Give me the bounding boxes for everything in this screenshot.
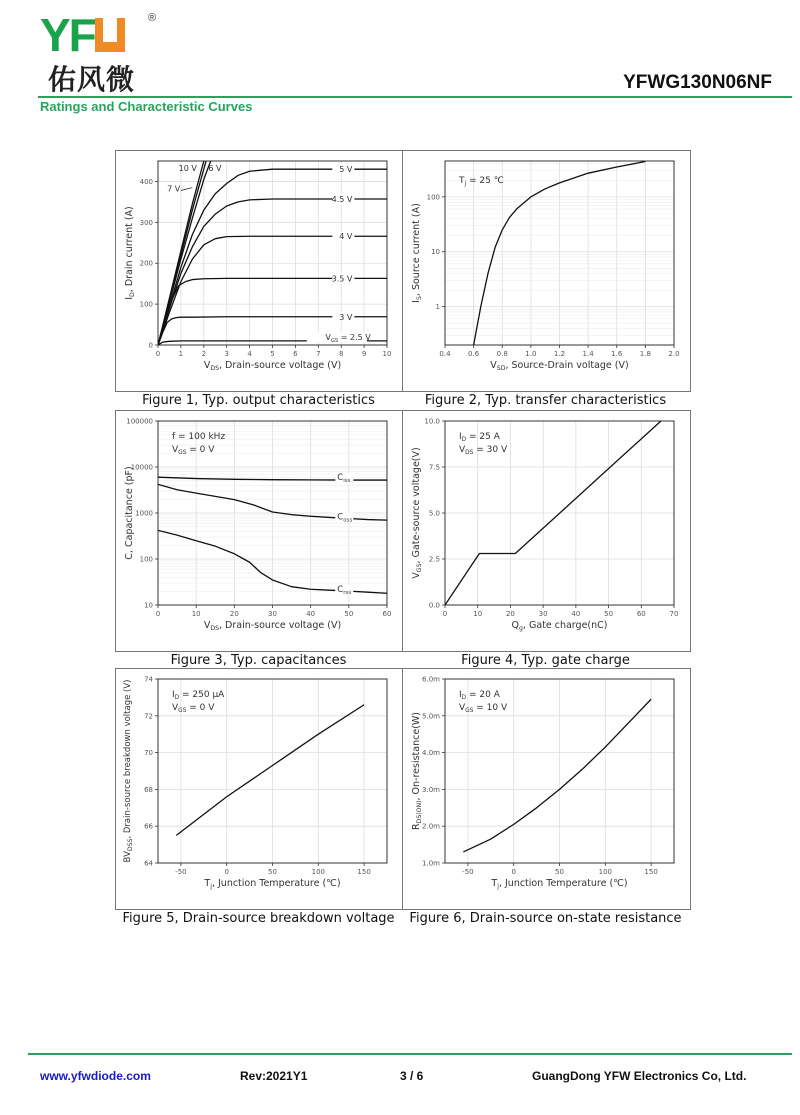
y-tick-label: 10.0 — [424, 417, 440, 426]
chart-annotation-rest: = 25 A — [466, 432, 500, 442]
y-axis-label-rest: , Gate-source voltage(V) — [411, 447, 422, 564]
y-axis-label-main: I — [411, 300, 422, 303]
series-label-vgs-rest: = 2.5 V — [338, 332, 371, 342]
y-tick-label: 100 — [426, 193, 440, 202]
x-tick-label: 3 — [224, 350, 229, 358]
x-tick-label: 60 — [636, 610, 646, 618]
x-axis-label-sub: j — [210, 883, 212, 890]
y-axis-label-rest: , Source current (A) — [411, 203, 422, 297]
chart-annotation-main: V — [172, 703, 179, 713]
series-line-rdson — [463, 699, 651, 852]
y-axis-label-sub: DSS — [127, 838, 134, 852]
x-tick-label: 0 — [155, 610, 161, 618]
series-label-crss-main: C — [337, 585, 344, 596]
y-tick-label: 10000 — [130, 463, 153, 472]
x-axis-label — [490, 878, 627, 890]
chart-annotation-rest: = 0 V — [186, 445, 215, 455]
x-tick-label: 20 — [505, 610, 515, 618]
y-tick-label: 4.0m — [422, 749, 440, 758]
y-tick-label: 100 — [139, 555, 153, 564]
y-axis-label — [411, 712, 423, 830]
x-tick-label: 50 — [268, 868, 277, 876]
series-label: 6 V — [208, 164, 222, 174]
y-axis-label — [124, 206, 136, 300]
chart-annotation — [458, 176, 504, 187]
x-tick-label: 30 — [538, 610, 548, 618]
y-tick-label: 200 — [139, 259, 153, 268]
y-axis-label-main: BV — [123, 851, 133, 863]
y-tick-label: 100000 — [126, 417, 153, 426]
part-number: YFWG130N06NF — [623, 72, 772, 93]
chart-annotation — [459, 703, 508, 714]
x-axis-label-sub: DS — [210, 625, 219, 632]
x-tick-label: 1.6 — [611, 350, 623, 358]
y-tick-label: 10 — [144, 601, 153, 610]
x-tick-label: 0.8 — [496, 350, 508, 358]
series-label-vgs-main: V — [325, 332, 331, 342]
y-axis-label-main: V — [411, 572, 422, 579]
x-tick-label: 7 — [316, 350, 321, 358]
x-tick-label: 0 — [155, 350, 161, 358]
chart-panel-fig6 — [402, 668, 691, 910]
chart-annotation — [459, 432, 501, 443]
chart-annotation — [172, 703, 215, 714]
y-tick-label: 400 — [139, 177, 153, 186]
chart-annotation-rest: = 25 ℃ — [466, 176, 504, 186]
chart-annotation-rest: = 30 V — [473, 445, 508, 455]
chart-annotation-sub: DS — [465, 450, 474, 456]
series-label: 3.5 V — [331, 274, 353, 284]
y-tick-label: 6.0m — [422, 675, 440, 684]
y-tick-label: 5.0 — [428, 509, 440, 518]
x-tick-label: 0 — [511, 868, 516, 876]
chart-annotation-rest: = 0 V — [186, 703, 215, 713]
series-label: 5 V — [339, 165, 353, 175]
x-tick-label: 1.2 — [553, 350, 566, 358]
figure-caption-fig2: Figure 2, Typ. transfer characteristics — [424, 393, 667, 408]
x-axis-label-rest: , Source-Drain voltage (V) — [505, 360, 629, 371]
label-leader — [181, 188, 192, 191]
x-axis-label-main: V — [203, 360, 211, 371]
series-label: 3 V — [339, 312, 353, 322]
x-tick-label: 40 — [571, 610, 581, 618]
x-tick-label: 30 — [268, 610, 277, 618]
x-tick-label: 70 — [669, 610, 679, 618]
footer-website[interactable] — [40, 1069, 151, 1083]
chart-annotation-sub: D — [461, 695, 467, 701]
series-label-ciss-sub: iss — [343, 478, 351, 485]
y-axis-label — [411, 447, 423, 578]
y-axis-label-main: R — [411, 823, 422, 831]
x-axis-label — [204, 620, 341, 632]
chart-annotation-main: V — [459, 445, 466, 455]
series-line-bvdss — [176, 705, 364, 836]
x-tick-label: 1 — [178, 350, 184, 358]
chart-panel-fig3 — [115, 410, 404, 652]
chart-fig5 — [116, 669, 403, 909]
x-tick-label: 50 — [555, 868, 564, 876]
chart-annotation-sub: D — [174, 695, 180, 701]
chart-fig6 — [403, 669, 690, 909]
series-label: 10 V — [178, 164, 197, 174]
company-logo — [40, 9, 160, 96]
series-label-vgs-sub: GS — [330, 337, 339, 344]
chart-annotation-main: f = 100 kHz — [172, 432, 226, 442]
x-axis-label-sub: DS — [210, 365, 219, 372]
y-tick-label: 1000 — [135, 509, 153, 518]
series-label-coss-main: C — [337, 512, 344, 523]
footer-company: GuangDong YFW Electronics Co, Ltd. — [532, 1069, 747, 1083]
x-axis-label — [204, 360, 341, 372]
series-label-ciss-main: C — [337, 473, 344, 484]
x-tick-label: 50 — [344, 610, 354, 618]
y-tick-label: 70 — [144, 749, 153, 758]
chart-panel-fig4 — [402, 410, 691, 652]
x-axis-label-main: V — [490, 360, 497, 371]
x-axis-label-main: T — [491, 878, 498, 889]
series-label: 4 V — [339, 232, 353, 242]
chart-annotation-rest: = 20 A — [466, 690, 500, 700]
x-tick-label: -50 — [462, 868, 474, 876]
x-axis-label — [512, 620, 608, 632]
y-tick-label: 7.5 — [428, 463, 440, 472]
y-tick-label: 10 — [431, 248, 440, 257]
x-tick-label: 20 — [229, 610, 239, 618]
x-axis-label-sub: j — [497, 883, 499, 890]
y-tick-label: 0.0 — [428, 601, 440, 610]
chart-annotation-main: T — [459, 176, 465, 186]
x-axis-label-main: Q — [511, 620, 519, 631]
x-axis-label-rest: , Drain-source voltage (V) — [218, 620, 342, 631]
x-tick-label: 150 — [357, 868, 371, 876]
chart-annotation-main: I — [459, 690, 462, 700]
chart-annotation-sub: j — [464, 181, 467, 187]
x-tick-label: 50 — [604, 610, 614, 618]
header-divider — [38, 96, 792, 98]
footer-divider — [28, 1053, 792, 1055]
x-tick-label: 100 — [311, 868, 325, 876]
x-tick-label: 150 — [644, 868, 658, 876]
y-tick-label: 72 — [144, 712, 153, 721]
y-tick-label: 1.0m — [422, 859, 440, 868]
x-tick-label: 40 — [306, 610, 316, 618]
x-tick-label: 1.4 — [582, 350, 594, 358]
chart-fig3 — [116, 411, 403, 651]
chart-annotation-sub: GS — [178, 708, 187, 714]
chart-annotation-main: I — [459, 432, 462, 442]
y-axis-label — [411, 203, 423, 303]
y-tick-label: 5.0m — [422, 712, 440, 721]
x-axis-label-rest: , Drain-source voltage (V) — [218, 360, 342, 371]
logo-chinese: 佑风微 — [48, 63, 136, 96]
registered-mark: ® — [148, 12, 157, 24]
y-tick-label: 74 — [144, 675, 153, 684]
y-tick-label: 300 — [139, 218, 153, 227]
x-axis-label-rest: , Junction Temperature (℃) — [498, 878, 628, 889]
y-axis-label-sub: S — [416, 296, 423, 300]
x-tick-label: 9 — [361, 350, 367, 358]
x-tick-label: -50 — [175, 868, 187, 876]
x-tick-label: 0.6 — [468, 350, 480, 358]
chart-annotation-sub: D — [461, 437, 467, 443]
x-tick-label: 10 — [382, 350, 392, 358]
section-title: Ratings and Characteristic Curves — [40, 99, 253, 114]
y-tick-label: 1 — [435, 303, 440, 312]
series-label-coss-sub: oss — [343, 517, 353, 524]
x-tick-label: 2 — [201, 350, 207, 358]
x-tick-label: 4 — [247, 350, 252, 358]
x-tick-label: 0 — [224, 868, 229, 876]
x-tick-label: 5 — [270, 350, 275, 358]
logo-wordmark: YF — [40, 12, 125, 58]
chart-fig4 — [403, 411, 690, 651]
footer-rev: Rev:2021Y1 — [240, 1069, 308, 1083]
website-link[interactable]: www.yfwdiode.com — [40, 1069, 151, 1083]
y-tick-label: 66 — [144, 822, 153, 831]
chart-annotation-main: V — [172, 445, 179, 455]
x-tick-label: 100 — [598, 868, 612, 876]
y-tick-label: 0 — [148, 341, 153, 350]
series-label: 7 V — [167, 184, 181, 194]
figure-caption-fig4: Figure 4, Typ. gate charge — [461, 653, 630, 668]
x-axis-label-rest: , Junction Temperature (℃) — [211, 878, 341, 889]
chart-panel-fig1 — [115, 150, 404, 392]
x-axis-label-sub: SD — [496, 365, 506, 372]
x-axis-label-main: T — [204, 878, 211, 889]
chart-annotation-main: I — [172, 690, 175, 700]
x-tick-label: 6 — [293, 350, 298, 358]
x-tick-label: 8 — [338, 350, 344, 358]
y-tick-label: 3.0m — [422, 785, 440, 794]
chart-annotation — [459, 445, 508, 456]
chart-annotation-rest: = 10 V — [473, 703, 508, 713]
figure-caption-fig3: Figure 3, Typ. capacitances — [170, 653, 347, 668]
y-axis-label-main: I — [124, 296, 135, 300]
chart-annotation — [459, 690, 501, 701]
x-tick-label: 1.8 — [639, 350, 651, 358]
y-axis-label-main: C, Capacitance (pF) — [124, 466, 135, 560]
y-axis-label — [124, 466, 135, 559]
figure-caption-fig1: Figure 1, Typ. output characteristics — [142, 393, 375, 408]
x-tick-label: 10 — [191, 610, 201, 618]
y-axis-label-rest: , Drain current (A) — [124, 206, 135, 293]
y-axis-label-rest: , Drain-source breakdown voltage (V) — [123, 679, 133, 839]
chart-fig2 — [403, 151, 690, 391]
footer-page: 3 / 6 — [400, 1069, 424, 1083]
chart-annotation — [172, 432, 225, 442]
x-tick-label: 0 — [442, 610, 448, 618]
series-label-crss-sub: rss — [343, 590, 352, 597]
chart-annotation-sub: GS — [178, 450, 187, 456]
chart-annotation-main: V — [459, 703, 466, 713]
y-tick-label: 64 — [144, 859, 153, 868]
x-axis-label — [203, 878, 340, 890]
y-tick-label: 2.0m — [422, 822, 440, 831]
chart-annotation-sub: GS — [465, 708, 474, 714]
chart-annotation — [172, 445, 215, 456]
figure-caption-fig5: Figure 5, Drain-source breakdown voltage — [122, 911, 395, 926]
chart-annotation — [172, 690, 225, 701]
x-axis-label-sub: g — [519, 625, 523, 632]
y-tick-label: 2.5 — [428, 555, 440, 564]
x-tick-label: 1.0 — [525, 350, 537, 358]
y-axis-label-sub: DS(ON) — [416, 800, 423, 824]
series-label: 4.5 V — [331, 195, 353, 205]
x-tick-label: 60 — [382, 610, 392, 618]
y-axis-label-sub: D — [129, 292, 136, 297]
x-axis-label-main: V — [203, 620, 211, 631]
x-tick-label: 2.0 — [668, 350, 680, 358]
figure-caption-fig6: Figure 6, Drain-source on-state resistance — [409, 911, 682, 926]
y-tick-label: 100 — [139, 300, 153, 309]
y-axis-label-rest: , On-resistance(W) — [411, 711, 422, 801]
x-axis-label — [490, 360, 628, 372]
x-tick-label: 10 — [473, 610, 483, 618]
x-tick-label: 0.4 — [439, 350, 451, 358]
chart-panel-fig5 — [115, 668, 404, 910]
chart-fig1 — [116, 151, 403, 391]
x-axis-label-rest: , Gate charge(nC) — [522, 620, 608, 631]
y-tick-label: 68 — [144, 785, 153, 794]
chart-annotation-rest: = 250 μA — [179, 690, 225, 700]
y-axis-label-sub: GS — [416, 563, 423, 573]
chart-panel-fig2 — [402, 150, 691, 392]
y-axis-label — [123, 680, 134, 863]
